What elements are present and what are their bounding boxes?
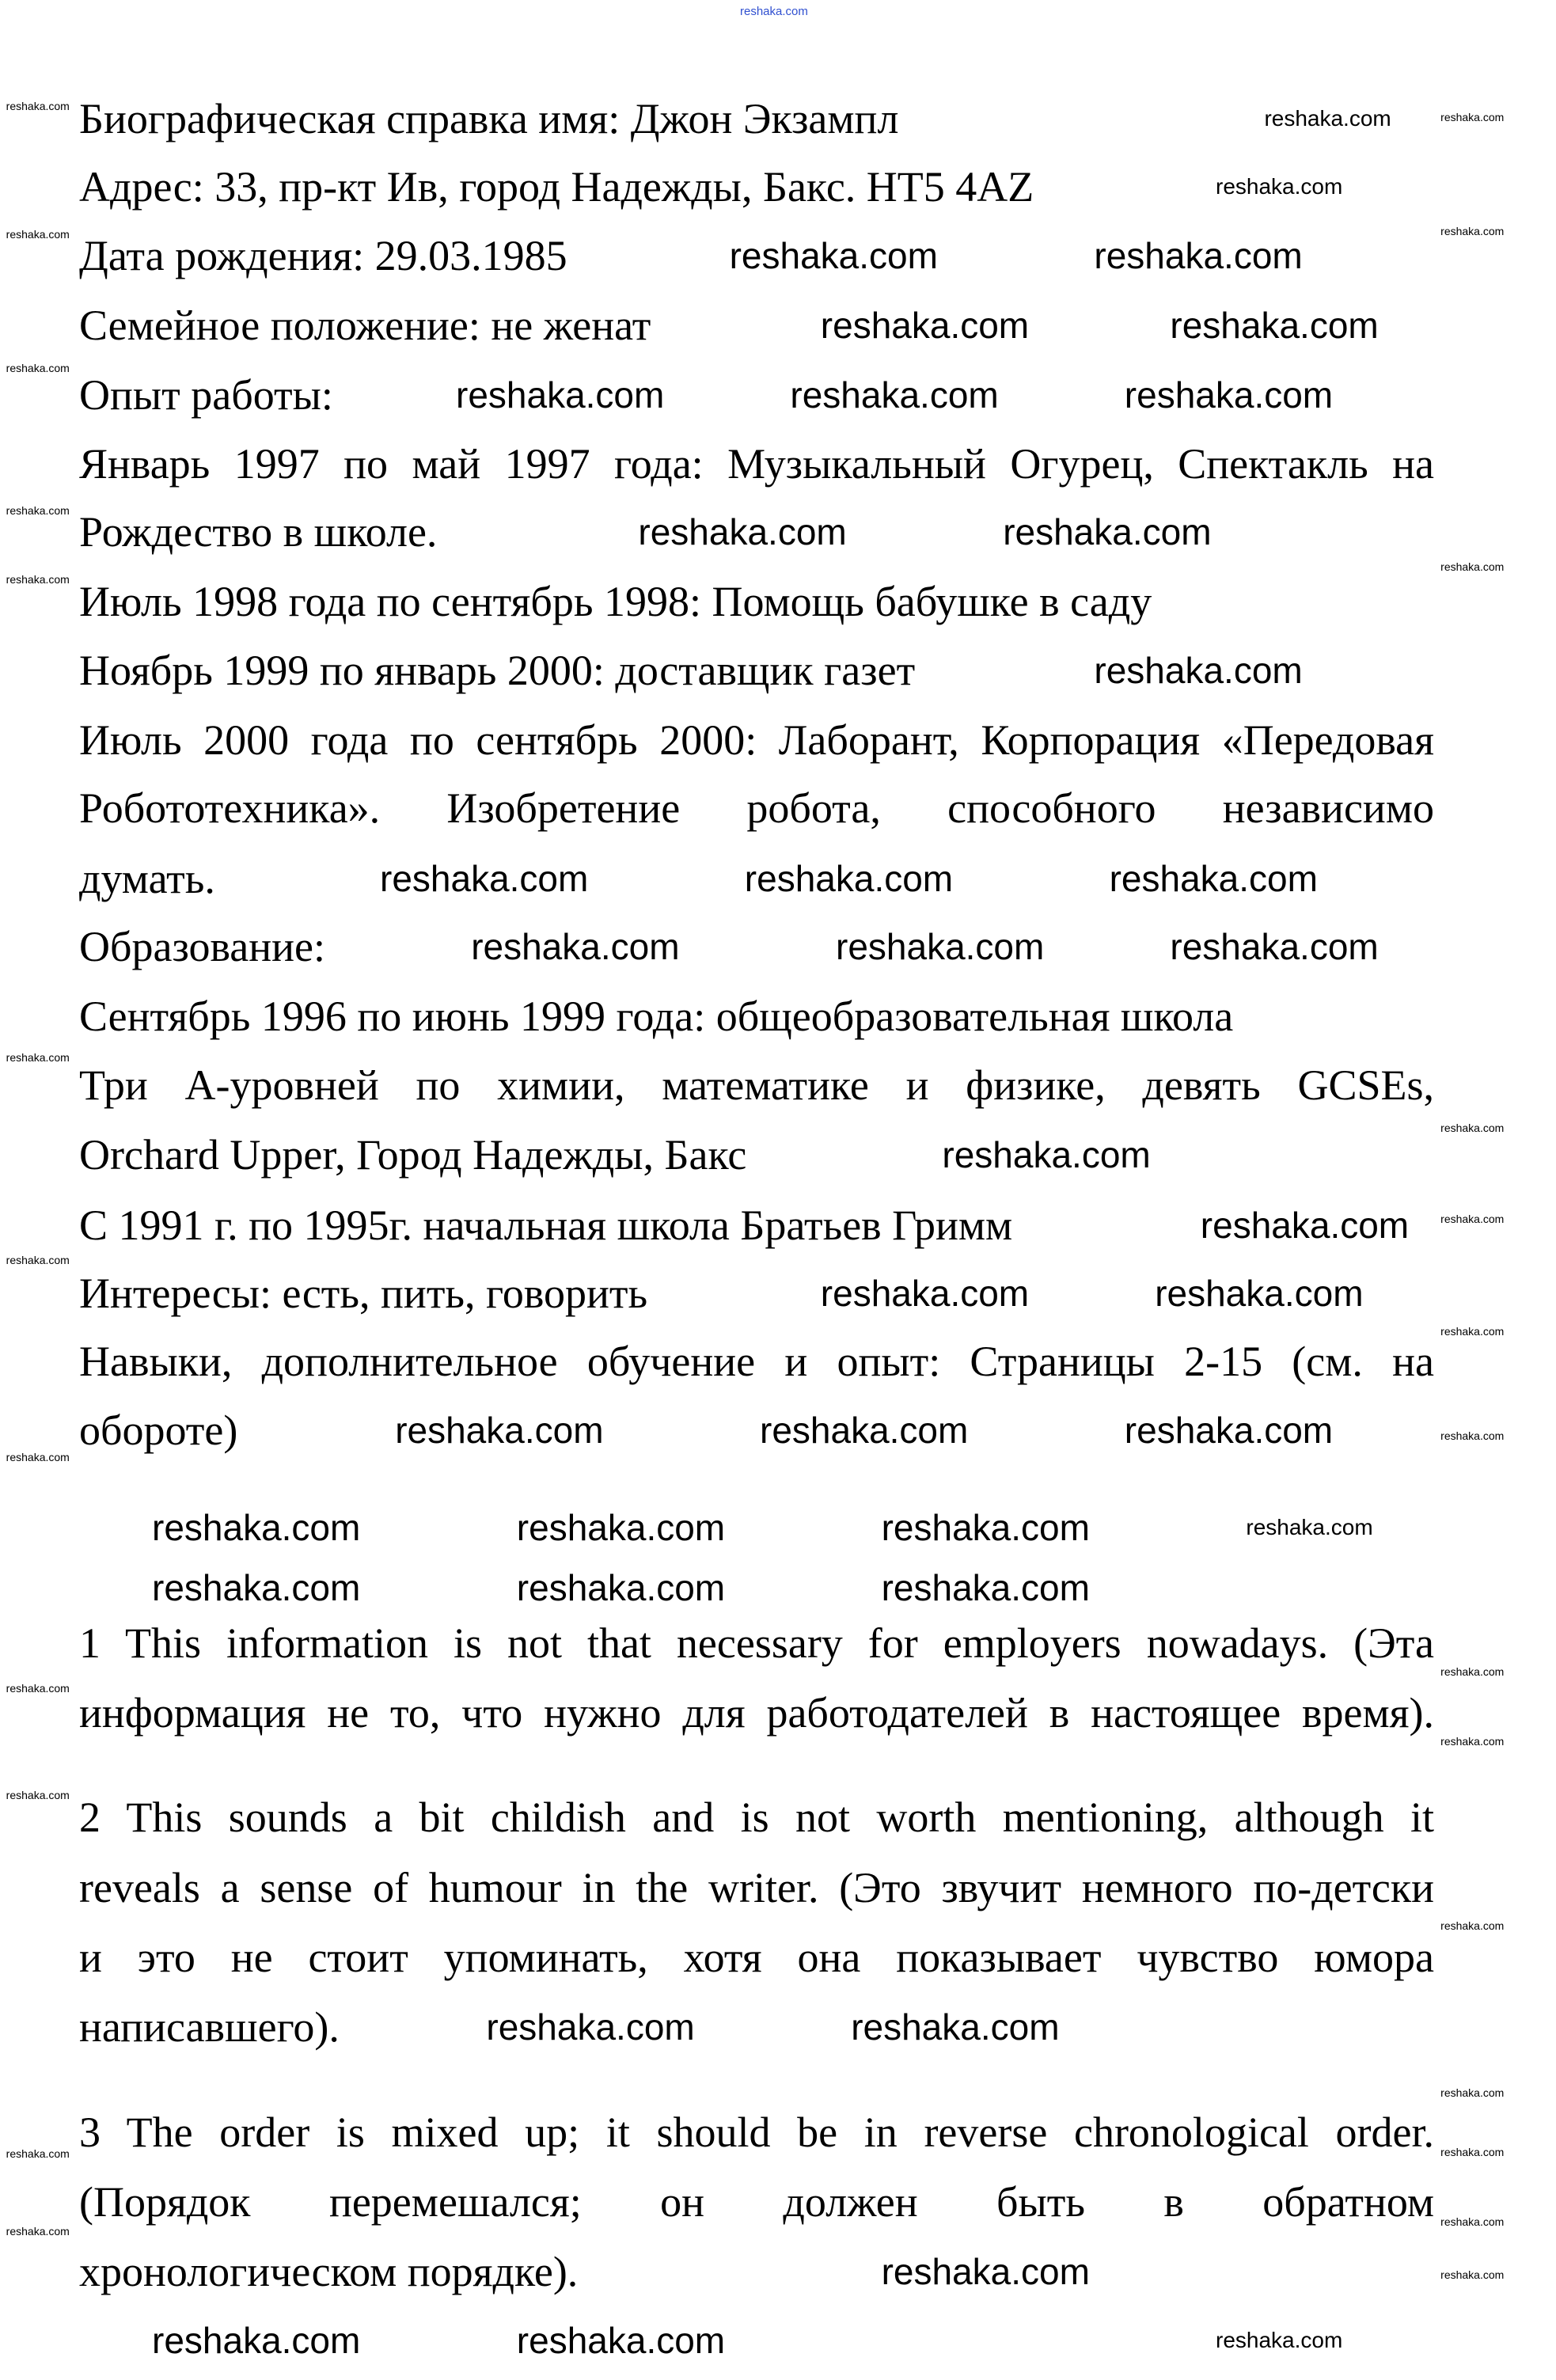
- watermark: reshaka.com: [1440, 1735, 1505, 1748]
- watermark: reshaka.com: [1094, 649, 1303, 691]
- watermark: reshaka.com: [1264, 105, 1391, 131]
- watermark: reshaka.com: [152, 2319, 361, 2361]
- watermark: reshaka.com: [881, 1506, 1090, 1548]
- watermark: reshaka.com: [6, 1051, 70, 1065]
- watermark: reshaka.com: [942, 1134, 1151, 1176]
- document-line: Навыки, дополнительное обучение и опыт: Страницы 2-15 (см. на: [79, 1338, 1434, 1386]
- document-line: Ноябрь 1999 по январь 2000: доставщик газет: [79, 646, 916, 694]
- document-line: думать.: [79, 854, 215, 902]
- watermark: reshaka.com: [1440, 1324, 1505, 1338]
- watermark: reshaka.com: [486, 2006, 695, 2048]
- document-line: Образование:: [79, 923, 325, 971]
- document-line: и это не стоит упоминать, хотя она показывает чувство юмора: [79, 1933, 1434, 1981]
- document-line: Три А-уровней по химии, математике и физике, девять GCSEs,: [79, 1061, 1434, 1109]
- document-line: хронологическом порядке).: [79, 2248, 579, 2296]
- watermark: reshaka.com: [1440, 2145, 1505, 2158]
- watermark: reshaka.com: [851, 2006, 1060, 2048]
- watermark: reshaka.com: [1440, 224, 1505, 237]
- watermark: reshaka.com: [6, 1788, 70, 1801]
- watermark: reshaka.com: [1003, 511, 1212, 552]
- watermark: reshaka.com: [6, 100, 70, 113]
- watermark: reshaka.com: [6, 1682, 70, 1695]
- document-line: 1 This information is not that necessary for employers nowadays. (Эта: [79, 1619, 1434, 1667]
- watermark: reshaka.com: [6, 2147, 70, 2160]
- watermark: reshaka.com: [6, 1253, 70, 1266]
- watermark: reshaka.com: [1124, 374, 1334, 416]
- watermark: reshaka.com: [881, 2251, 1090, 2293]
- watermark: reshaka.com: [1440, 1212, 1505, 1225]
- watermark: reshaka.com: [1440, 560, 1505, 574]
- watermark: reshaka.com: [1109, 857, 1318, 899]
- watermark: reshaka.com: [638, 511, 847, 552]
- document-line: Июль 1998 года по сентябрь 1998: Помощь бабушке в саду: [79, 578, 1152, 626]
- watermark: reshaka.com: [790, 374, 999, 416]
- watermark: reshaka.com: [152, 1567, 361, 1609]
- document-line: reveals a sense of humour in the writer. (Это звучит немного по-детски: [79, 1863, 1434, 1911]
- document-line: Робототехника». Изобретение робота, способного независимо: [79, 784, 1434, 833]
- watermark: reshaka.com: [6, 504, 70, 518]
- watermark: reshaka.com: [516, 1567, 726, 1609]
- document-line: обороте): [79, 1406, 238, 1454]
- watermark: reshaka.com: [1170, 304, 1379, 346]
- watermark: reshaka.com: [1440, 1121, 1505, 1134]
- watermark: reshaka.com: [6, 2224, 70, 2238]
- watermark: reshaka.com: [1440, 2268, 1505, 2282]
- watermark: reshaka.com: [395, 1409, 604, 1451]
- watermark: reshaka.com: [516, 1506, 726, 1548]
- watermark: reshaka.com: [152, 1506, 361, 1548]
- watermark: reshaka.com: [380, 857, 589, 899]
- header-watermark: reshaka.com: [740, 5, 808, 18]
- document-line: С 1991 г. по 1995г. начальная школа Братьев Гримм: [79, 1201, 1013, 1249]
- watermark: reshaka.com: [471, 926, 680, 968]
- watermark: reshaka.com: [6, 1451, 70, 1464]
- watermark: reshaka.com: [1440, 1429, 1505, 1443]
- document-line: Биографическая справка имя: Джон Экзампл: [79, 94, 899, 142]
- watermark: reshaka.com: [1440, 2215, 1505, 2229]
- watermark: reshaka.com: [456, 374, 665, 416]
- watermark: reshaka.com: [1440, 1665, 1505, 1678]
- watermark: reshaka.com: [6, 572, 70, 586]
- document-line: 2 This sounds a bit childish and is not worth mentioning, although it: [79, 1794, 1434, 1842]
- watermark: reshaka.com: [1200, 1204, 1410, 1246]
- document-line: Адрес: 33, пр-кт Ив, город Надежды, Бакс. HT5 4AZ: [79, 163, 1034, 211]
- watermark: reshaka.com: [516, 2319, 726, 2361]
- document-line: написавшего).: [79, 2003, 340, 2052]
- watermark: reshaka.com: [1155, 1272, 1364, 1314]
- document-line: Опыт работы:: [79, 371, 333, 419]
- document-line: Интересы: есть, пить, говорить: [79, 1269, 648, 1317]
- watermark: reshaka.com: [820, 304, 1030, 346]
- watermark: reshaka.com: [1440, 110, 1505, 123]
- document-line: Дата рождения: 29.03.1985: [79, 231, 567, 279]
- watermark: reshaka.com: [1216, 174, 1343, 199]
- document-line: Семейное положение: не женат: [79, 301, 651, 349]
- document-line: Сентябрь 1996 по июнь 1999 года: общеобразовательная школа: [79, 993, 1234, 1041]
- document-line: Январь 1997 по май 1997 года: Музыкальный Огурец, Спектакль на: [79, 439, 1434, 488]
- watermark: reshaka.com: [1094, 234, 1303, 276]
- watermark: reshaka.com: [1124, 1409, 1334, 1451]
- watermark: reshaka.com: [1440, 1919, 1505, 1932]
- watermark: reshaka.com: [836, 926, 1045, 968]
- watermark: reshaka.com: [6, 361, 70, 374]
- watermark: reshaka.com: [1440, 2086, 1505, 2099]
- watermark: reshaka.com: [1170, 926, 1379, 968]
- document-line: Orchard Upper, Город Надежды, Бакс: [79, 1131, 747, 1179]
- document-line: Рождество в школе.: [79, 508, 438, 556]
- watermark: reshaka.com: [1216, 2327, 1343, 2352]
- document-line: Июль 2000 года по сентябрь 2000: Лаборант, Корпорация «Передовая: [79, 716, 1434, 765]
- document-line: (Порядок перемешался; он должен быть в обратном: [79, 2178, 1434, 2226]
- watermark: reshaka.com: [881, 1567, 1090, 1609]
- watermark: reshaka.com: [760, 1409, 969, 1451]
- document-line: информация не то, что нужно для работодателей в настоящее время).: [79, 1688, 1434, 1737]
- watermark: reshaka.com: [744, 857, 954, 899]
- watermark: reshaka.com: [6, 227, 70, 241]
- watermark: reshaka.com: [1246, 1514, 1373, 1539]
- watermark: reshaka.com: [729, 234, 938, 276]
- watermark: reshaka.com: [820, 1272, 1030, 1314]
- document-line: 3 The order is mixed up; it should be in reverse chronological order.: [79, 2108, 1434, 2156]
